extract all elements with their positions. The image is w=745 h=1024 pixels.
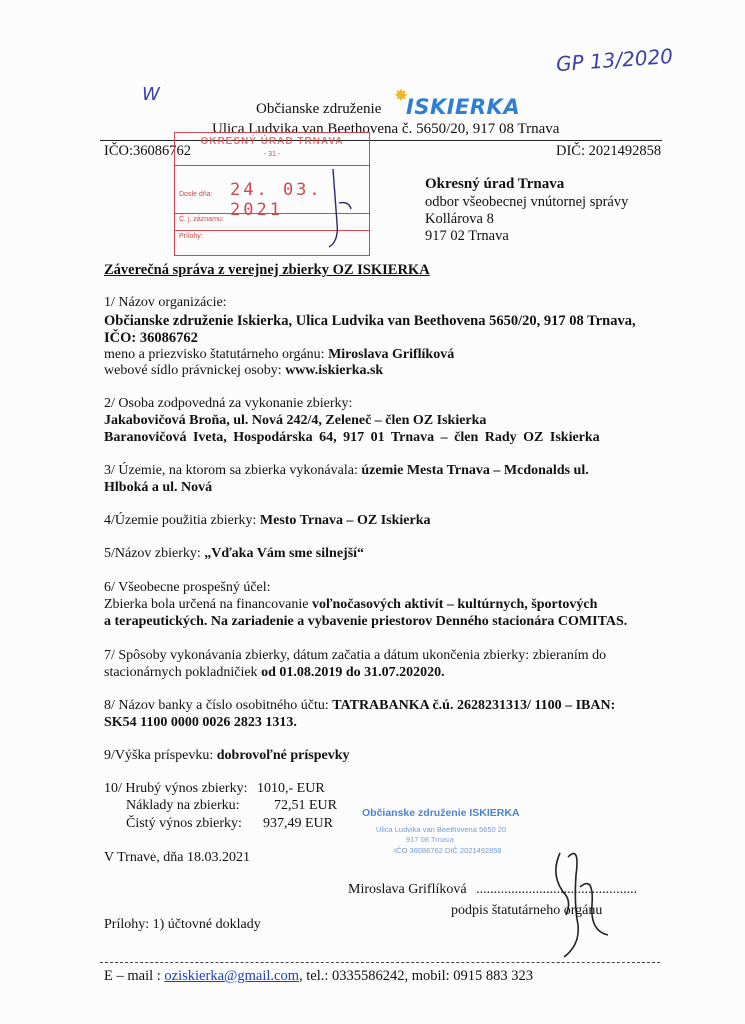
sparkle-icon: ✸ (394, 86, 409, 105)
s1-web-label: webové sídlo právnickej osoby: (104, 363, 282, 378)
s2-label: 2/ Osoba zodpovedná za vykonanie zbierky: (104, 396, 353, 411)
stamp-initials-scribble (325, 163, 365, 253)
org-stamp-line3: IČO 36086762 DIČ 2021492858 (394, 846, 502, 855)
footer-email-link[interactable]: oziskierka@gmail.com (164, 968, 299, 984)
s10-gross-label: 10/ Hrubý výnos zbierky: (104, 781, 248, 796)
s2-person1: Jakabovičová Broňa, ul. Nová 242/4, Zeleneč – člen OZ Iskierka (104, 413, 487, 428)
place-date: V Trnave, dňa 18.03.2021 (104, 850, 250, 865)
stamp-attach-label: Prílohy: (179, 233, 203, 240)
signature-dots: .............................................. (476, 882, 638, 897)
s7-row2 (104, 665, 445, 681)
s10-gross-value: 1010,- EUR (257, 781, 325, 796)
s2-person2: Baranovičová Iveta, Hospodárska 64, 917 01 Trnava – člen Rady OZ Iskierka (104, 430, 600, 445)
recipient-street: Kollárova 8 (425, 211, 494, 227)
s3-label: 3/ Územie, na ktorom sa zbierka vykonávala: (104, 463, 358, 478)
stamp-date-value: 24. 03. 2021 (230, 180, 323, 220)
s5-row (104, 546, 364, 562)
s3-row (104, 463, 589, 479)
s1-web-row (104, 363, 383, 379)
logo-text: ISKIERKA (406, 95, 521, 119)
s1-rep-label: meno a priezvisko štatutárneho orgánu: (104, 347, 325, 362)
attachments: Prílohy: 1) účtovné doklady (104, 917, 261, 932)
s9-row (104, 748, 350, 764)
s1-web-value: www.iskierka.sk (285, 363, 384, 378)
s9-label: 9/Výška príspevku: (104, 748, 214, 763)
s10-costs-value: 72,51 EUR (274, 798, 337, 813)
s1-org-line1: Občianske združenie Iskierka, Ulica Ludvika van Beethovena 5650/20, 917 08 Trnava, (104, 313, 636, 329)
handwritten-ref-number: GP 13/2020 (555, 43, 674, 77)
footer-phones: , tel.: 0335586242, mobil: 0915 883 323 (298, 968, 533, 984)
s10-costs-label: Náklady na zbierku: (126, 798, 240, 813)
stamp-subtitle: - 31 - (263, 151, 281, 158)
s8-value1: TATRABANKA č.ú. 2628231313/ 1100 – IBAN: (332, 698, 616, 713)
org-stamp-line1: Ulica Ludvika van Beethovena 5650 20 (376, 825, 507, 834)
recipient-department: odbor všeobecnej vnútornej správy (425, 194, 629, 210)
s6-label: 6/ Všeobecne prospešný účel: (104, 580, 271, 595)
s10-net-value: 937,49 EUR (263, 816, 333, 831)
s9-value: dobrovoľné príspevky (216, 748, 350, 763)
s10-net-label: Čistý výnos zbierky: (126, 816, 242, 831)
s8-value2: SK54 1100 0000 0026 2823 1313. (104, 715, 297, 730)
signatory-name: Miroslava Griflíková (348, 882, 467, 897)
s7-line2: stacionárnych pokladničiek (104, 665, 258, 680)
handwritten-initial: W (142, 84, 160, 105)
s6-value1: voľnočasových aktivít – kultúrnych, športových (311, 597, 598, 612)
org-stamp-name: Občianske združenie ISKIERKA (362, 807, 520, 819)
recipient-name: Okresný úrad Trnava (425, 176, 565, 192)
s7-dates: od 01.08.2019 do 31.07.202020. (261, 665, 445, 680)
stamp-reg-label: Č. j. záznamu: (179, 216, 224, 223)
s6-intro: Zbierka bola určená na financovanie (104, 597, 309, 612)
stamp-date-label: Dosle dňa: (179, 191, 213, 198)
s4-value: Mesto Trnava – OZ Iskierka (259, 513, 431, 528)
letterhead-org-name: Občianske združenie (256, 101, 382, 117)
s1-rep-value: Miroslava Griflíková (328, 347, 455, 362)
s4-label: 4/Územie použitia zbierky: (104, 513, 257, 528)
s6-row1 (104, 597, 597, 613)
footer-divider (100, 962, 660, 963)
s3-value2: Hlboká a ul. Nová (104, 480, 213, 495)
s7-row1 (104, 648, 606, 664)
document-title: Záverečná správa z verejnej zbierky OZ ISKIERKA (104, 262, 430, 278)
s1-label: 1/ Názov organizácie: (104, 295, 227, 310)
s5-value: „Vďaka Vám sme silnejší“ (204, 546, 365, 561)
stamp-title: OKRESNÝ ÚRAD TRNAVA (200, 136, 344, 147)
signature-row (348, 882, 637, 898)
footer-contact (104, 968, 533, 985)
s8-label: 8/ Názov banky a číslo osobitného účtu: (104, 698, 329, 713)
registry-stamp (174, 132, 370, 256)
org-stamp-line2: 917 08 Trnava (406, 835, 454, 844)
s6-value2: a terapeutických. Na zariadenie a vybavenie priestorov Denného stacionára COMITAS. (104, 614, 628, 629)
s1-org-line2: IČO: 36086762 (104, 330, 198, 346)
dic-number: DIČ: 2021492858 (556, 143, 662, 159)
recipient-city: 917 02 Trnava (425, 228, 509, 244)
s8-row1 (104, 698, 615, 714)
signature-caption: podpis štatutárneho orgánu (451, 903, 603, 918)
s7-method: zbieraním do (532, 648, 607, 663)
handwritten-signature (520, 835, 620, 965)
s4-row (104, 513, 431, 529)
s1-rep-row (104, 347, 454, 363)
s5-label: 5/Názov zbierky: (104, 546, 201, 561)
footer-email-label: E – mail : (104, 968, 161, 984)
s3-value1: územie Mesta Trnava – Mcdonalds ul. (361, 463, 589, 478)
ico-number: IČO:36086762 (104, 143, 191, 159)
s7-label: 7/ Spôsoby vykonávania zbierky, dátum začatia a dátum ukončenia zbierky: (104, 648, 530, 663)
letterhead-address: Ulica Ludvika van Beethovena č. 5650/20, 917 08 Trnava (212, 121, 560, 137)
